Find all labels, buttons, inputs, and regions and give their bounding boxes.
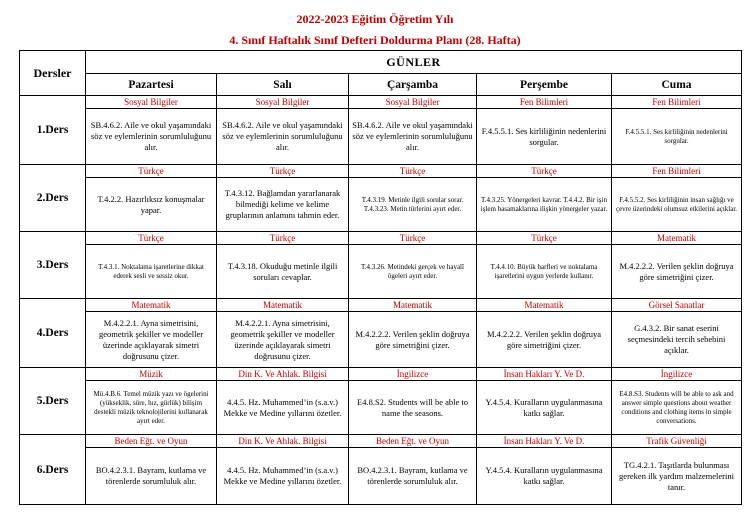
outcome-text: SB.4.6.2. Aile ve okul yaşamındaki söz ve eylemlerinin sorumluluğunu alır. — [352, 120, 473, 152]
subject-label: Trafik Güvenliği — [612, 435, 741, 448]
outcome-text: BO.4.2.3.1. Bayram, kutlama ve törenlerde sorumluluk alır. — [95, 465, 207, 486]
lesson-number: 6.Ders — [20, 435, 86, 505]
subject-label: Matematik — [349, 299, 476, 312]
subject-label: Türkçe — [86, 232, 216, 245]
dersler-header: Dersler — [20, 51, 86, 96]
outcome-text: 4.4.5. Hz. Muhammed’in (s.a.v.) Mekke ve Medine yıllarını özetler. — [223, 396, 342, 418]
lesson-number: 5.Ders — [20, 368, 86, 435]
lesson-cell — [477, 435, 612, 505]
outcome-text: M.4.2.2.1. Ayna simetrisini, geometrik şekiller ve modeller üzerinde açıklayarak simetri doğrusunu çizer. — [98, 317, 204, 361]
outcome-text: M.4.2.2.2. Verilen şeklin doğruya göre simetriğini çizer. — [355, 328, 470, 350]
lesson-cell — [349, 299, 477, 368]
lesson-cell — [217, 299, 349, 368]
outcome-text: T.4.3.1. Noktalama işaretlerine dikkat ederek sesli ve sessiz okur. — [98, 262, 204, 280]
subject-label: Fen Bilimleri — [612, 165, 741, 178]
lesson-cell — [217, 368, 349, 435]
lesson-cell — [86, 368, 217, 435]
outcome-text: T.4.3.25. Yönergeleri kavrar. T.4.4.2. Bir işin işlem basamaklarına ilişkin yönergeler yazar. — [480, 195, 608, 213]
subject-label: Türkçe — [349, 232, 476, 245]
outcome-text: T.4.4.10. Büyük harfleri ve noktalama işaretlerini uygun yerlerde kullanır. — [490, 262, 598, 280]
outcome-text: E4.8.S3. Students will be able to ask and answer simple questions about weather conditions and clothing items in simple conversations. — [619, 389, 734, 425]
outcome-text: BO.4.2.3.1. Bayram, kutlama ve törenlerde sorumluluk alır. — [357, 465, 468, 486]
lesson-number: 3.Ders — [20, 232, 86, 299]
subject-label: İnsan Hakları Y. Ve D. — [477, 368, 611, 381]
lesson-cell — [477, 232, 612, 299]
lesson-row — [20, 368, 742, 435]
outcome-text: M.4.2.2.2. Verilen şeklin doğruya göre simetriğini çizer. — [486, 328, 602, 350]
day-header-persembe: Perşembe — [477, 74, 612, 96]
lesson-cell — [349, 232, 477, 299]
subject-label: Matematik — [217, 299, 348, 312]
outcome-text: Y.4.5.4. Kuralların uygulanmasına katkı sağlar. — [485, 396, 603, 418]
lesson-cell — [86, 435, 217, 505]
gunler-header: GÜNLER — [86, 51, 742, 74]
lesson-cell — [612, 299, 742, 368]
page-title: 2022-2023 Eğitim Öğretim Yılı — [296, 12, 454, 26]
page-subtitle: 4. Sınıf Haftalık Sınıf Defteri Doldurma Planı (28. Hafta) — [229, 33, 521, 47]
subject-label: Türkçe — [86, 165, 216, 178]
lesson-cell — [86, 165, 217, 232]
outcome-text: T.4.3.18. Okuduğu metinle ilgili soruları cevaplar. — [227, 260, 338, 282]
lesson-row — [20, 299, 742, 368]
subject-label: Matematik — [477, 299, 611, 312]
lesson-row — [20, 96, 742, 165]
lesson-row — [20, 232, 742, 299]
outcome-text: T.4.3.19. Metinle ilgili sorular sorar. T.4.3.23. Metin türlerini ayırt eder. — [361, 195, 464, 213]
subject-label: İngilizce — [349, 368, 476, 381]
outcome-text: Y.4.5.4. Kuralların uygulanmasına katkı sağlar. — [485, 465, 603, 486]
outcome-text: M.4.2.2.2. Verilen şeklin doğruya göre simetriğini çizer. — [619, 260, 734, 282]
lesson-cell — [86, 299, 217, 368]
lesson-row — [20, 165, 742, 232]
subject-label: Fen Bilimleri — [612, 96, 741, 109]
lesson-cell — [477, 96, 612, 165]
subject-label: Türkçe — [217, 232, 348, 245]
subject-label: Beden Eğt. ve Oyun — [349, 435, 476, 448]
outcome-text: 4.4.5. Hz. Muhammed’in (s.a.v.) Mekke ve Medine yıllarını özetler. — [223, 465, 342, 486]
lesson-cell — [86, 96, 217, 165]
lesson-cell — [217, 435, 349, 505]
subject-label: Sosyal Bilgiler — [86, 96, 216, 109]
lesson-cell — [349, 96, 477, 165]
lesson-cell — [217, 232, 349, 299]
lesson-number: 1.Ders — [20, 96, 86, 165]
outcome-text: M.4.2.2.1. Ayna simetrisini, geometrik şekiller ve modeller üzerinde açıklayarak simetri doğrusunu çizer. — [230, 317, 335, 361]
subject-label: Fen Bilimleri — [477, 96, 611, 109]
outcome-text: SB.4.6.2. Aile ve okul yaşamındaki söz ve eylemlerinin sorumluluğunu alır. — [222, 120, 343, 152]
outcome-text: F.4.5.5.1. Ses kirliliğinin nedenlerini sorgular. — [481, 125, 607, 147]
outcome-text: T.4.3.26. Metindeki gerçek ve hayalî ögeleri ayırt eder. — [361, 262, 464, 280]
subject-label: İngilizce — [612, 368, 741, 381]
outcome-text: G.4.3.2. Bir sanat eserini seçmesindeki tercih sebebini açıklar. — [627, 323, 726, 355]
subject-label: Din K. Ve Ahlak. Bilgisi — [217, 368, 348, 381]
outcome-text: F.4.5.5.2. Ses kirliliğinin insan sağlığı ve çevre üzerindeki olumsuz etkilerini açıklar. — [615, 195, 738, 213]
weekly-plan-table — [19, 50, 742, 505]
outcome-text: F.4.5.5.1. Ses kirliliğinin nedenlerini sorgular. — [625, 127, 728, 145]
lesson-number: 4.Ders — [20, 299, 86, 368]
lesson-cell — [349, 368, 477, 435]
day-header-carsamba: Çarşamba — [349, 74, 477, 96]
lesson-cell — [477, 165, 612, 232]
subject-label: Türkçe — [477, 232, 611, 245]
subject-label: Matematik — [86, 299, 216, 312]
subject-label: Sosyal Bilgiler — [349, 96, 476, 109]
lesson-cell — [612, 232, 742, 299]
outcome-text: Mü.4.B.6. Temel müzik yazı ve ögelerini (yükseklik, süre, hız, gürlük) bilişim destekli müzik teknolojilerini kullanarak ayırt eder. — [93, 389, 209, 425]
outcome-text: T.4.3.12. Bağlamdan yararlanarak bilmediği kelime ve kelime gruplarının anlamını tahmin eder. — [224, 188, 341, 220]
lesson-cell — [86, 232, 217, 299]
subject-label: Müzik — [86, 368, 216, 381]
lesson-cell — [612, 165, 742, 232]
lesson-cell — [217, 165, 349, 232]
subject-label: Türkçe — [217, 165, 348, 178]
subject-label: Türkçe — [349, 165, 476, 178]
outcome-text: E4.8.S2. Students will be able to name the seasons. — [357, 396, 468, 418]
subject-label: Matematik — [612, 232, 741, 245]
lesson-row — [20, 435, 742, 505]
day-header-sali: Salı — [217, 74, 349, 96]
lesson-number: 2.Ders — [20, 165, 86, 232]
lesson-cell — [612, 96, 742, 165]
outcome-text: TG.4.2.1. Taşıtlarda bulunması gereken ilk yardım malzemelerini tanır. — [619, 459, 734, 492]
day-header-pazartesi: Pazartesi — [86, 74, 217, 96]
subject-label: Görsel Sanatlar — [612, 299, 741, 312]
day-header-cuma: Cuma — [612, 74, 742, 96]
subject-label: İnsan Hakları Y. Ve D. — [477, 435, 611, 448]
subject-label: Din K. Ve Ahlak. Bilgisi — [217, 435, 348, 448]
subject-label: Türkçe — [477, 165, 611, 178]
lesson-cell — [477, 368, 612, 435]
lesson-cell — [217, 96, 349, 165]
lesson-cell — [477, 299, 612, 368]
subject-label: Beden Eğt. ve Oyun — [86, 435, 216, 448]
lesson-cell — [612, 435, 742, 505]
outcome-text: T.4.2.2. Hazırlıksız konuşmalar yapar. — [97, 193, 205, 215]
lesson-cell — [349, 165, 477, 232]
lesson-cell — [612, 368, 742, 435]
lesson-cell — [349, 435, 477, 505]
subject-label: Sosyal Bilgiler — [217, 96, 348, 109]
outcome-text: SB.4.6.2. Aile ve okul yaşamındaki söz ve eylemlerinin sorumluluğunu alır. — [90, 120, 212, 152]
